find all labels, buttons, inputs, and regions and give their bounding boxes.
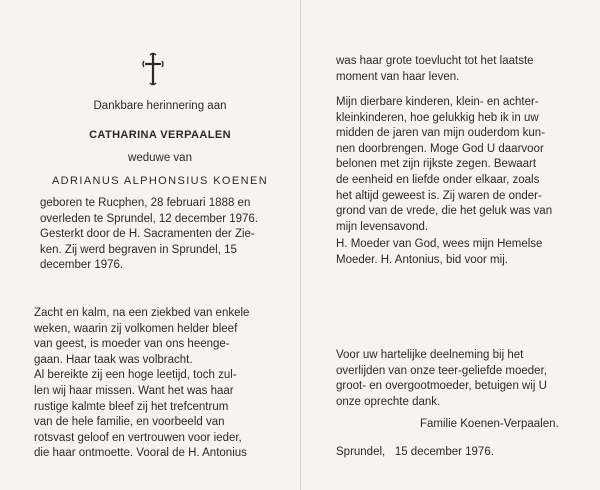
prayer-paragraph (336, 237, 574, 268)
tribute-line: van de hele familie, en voorbeeld van (34, 416, 225, 429)
tribute-line: Zacht en kalm, na een ziekbed van enkele (34, 307, 250, 319)
children-paragraph (336, 95, 574, 235)
bio-line: december 1976. (40, 259, 124, 272)
children-line: mijn levensavond. (336, 220, 429, 233)
continued-line: was haar grote toevlucht tot het laatste (336, 55, 534, 67)
family-signature: Familie Koenen-Verpaalen. (420, 418, 559, 430)
tribute-line: weken, waarin zij volkomen helder bleef (34, 322, 238, 335)
right-panel (300, 0, 600, 490)
deceased-name: CATHARINA VERPAALEN (89, 129, 231, 141)
children-line: het altijd geweest is. Zij waren de onder- (336, 189, 542, 202)
thanks-line: Voor uw hartelijke deelneming bij het (336, 349, 524, 361)
widow-of-label: weduwe van (128, 152, 192, 164)
cross-icon (140, 52, 166, 86)
place-date: Sprundel, 15 december 1976. (336, 446, 494, 458)
children-line: nen doorbrengen. Moge God U daarvoor (336, 142, 544, 155)
prayer-line: Moeder. H. Antonius, bid voor mij. (336, 253, 508, 266)
thanks-line: overlijden van onze teer-geliefde moeder, (336, 364, 547, 377)
children-line: belonen met zijn rijkste zegen. Bewaart (336, 158, 537, 171)
children-line: Mijn dierbare kinderen, klein- en achter- (336, 96, 539, 108)
tribute-line: rotsvast geloof en vertrouwen voor ieder, (34, 431, 242, 444)
tribute-line: gaan. Haar taak was volbracht. (34, 353, 193, 366)
bio-line: Gesterkt door de H. Sacramenten der Zie- (40, 228, 255, 241)
bio-line: geboren te Rucphen, 28 februari 1888 en (40, 197, 251, 209)
bio-line: ken. Zij werd begraven in Sprundel, 15 (40, 243, 237, 256)
children-line: de eenheid en liefde onder elkaar, zoals (336, 173, 540, 186)
bio-line: overleden te Sprundel, 12 december 1976. (40, 212, 259, 225)
continued-paragraph (336, 54, 574, 85)
thanks-line: groot- en overgootmoeder, betuigen wij U (336, 380, 547, 393)
children-line: kleinkinderen, hoe gelukkig heb ik in uw (336, 111, 539, 124)
thanks-line: onze oprechte dank. (336, 395, 441, 408)
tribute-paragraph (34, 306, 274, 462)
prayer-line: H. Moeder van God, wees mijn Hemelse (336, 238, 543, 250)
children-line: grond van de vrede, die het geluk was van (336, 205, 553, 218)
thanks-paragraph (336, 348, 574, 410)
tribute-line: die haar ontmoette. Vooral de H. Antonius (34, 447, 247, 460)
tribute-line: Al bereikte zij een hoge leetijd, toch zul- (34, 369, 237, 382)
tribute-line: rustige kalmte bleef zij het trefcentrum (34, 400, 229, 413)
tribute-line: len wij haar missen. Want het was haar (34, 384, 234, 397)
continued-line: moment van haar leven. (336, 70, 460, 83)
biography-paragraph (40, 196, 274, 274)
spouse-name: ADRIANUS ALPHONSIUS KOENEN (51, 175, 269, 187)
memorial-heading: Dankbare herinnering aan (93, 100, 227, 112)
tribute-line: van geest, is moeder van ons heenge- (34, 338, 230, 351)
children-line: midden de jaren van mijn ouderdom kun- (336, 127, 546, 140)
